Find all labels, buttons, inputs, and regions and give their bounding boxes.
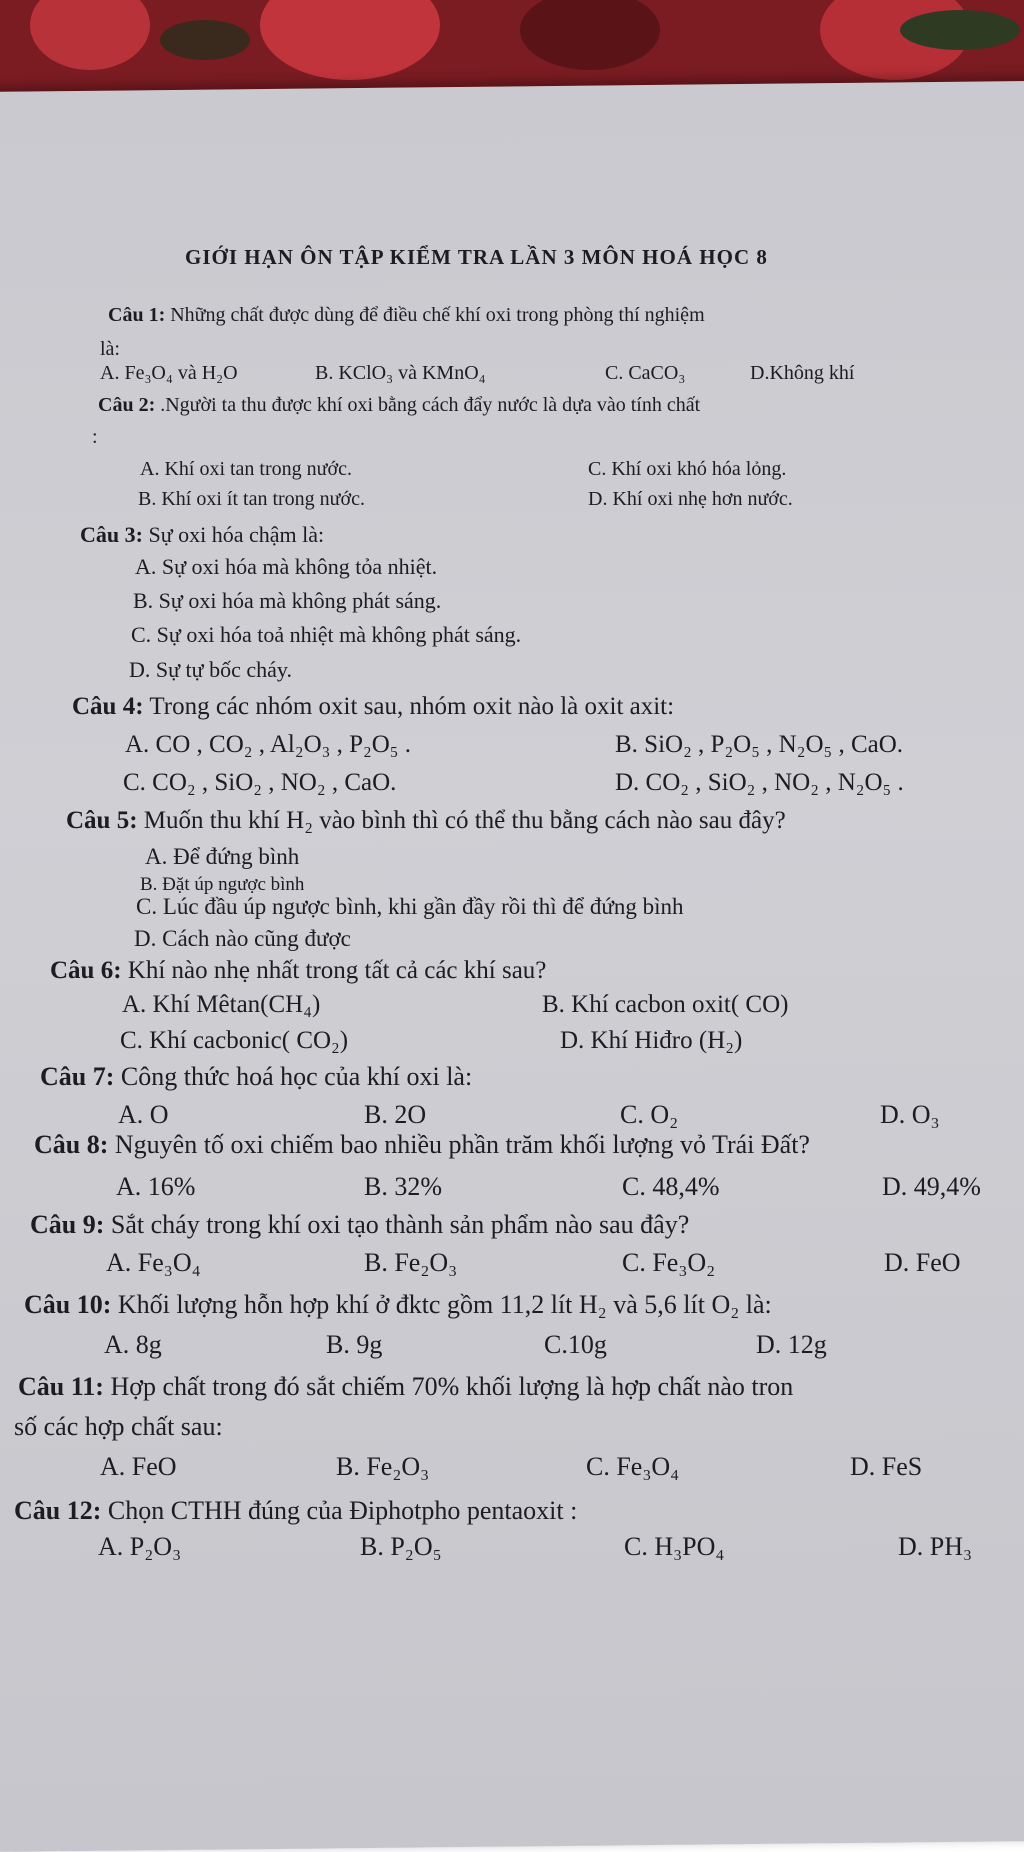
question-3 [80,520,324,550]
option-b: B. 9g [326,1330,383,1359]
option-a: A. Khí Mêtan(CH₄) [122,991,321,1018]
option-c: C. Fe₃O₄ [586,1452,680,1481]
option-c: C. Khí oxi khó hóa lỏng. [588,458,787,480]
option-d: D. FeS [850,1452,923,1481]
option-d: D. Khí Hiđro (H₂) [560,1027,743,1054]
question-10 [24,1290,772,1320]
question-8 [34,1130,810,1160]
question-label: Câu 10: [24,1290,112,1319]
leaf-pattern [900,10,1020,50]
question-11 [18,1372,793,1402]
option-b: B. Đặt úp ngược bình [140,874,305,895]
question-text: Nguyên tố oxi chiếm bao nhiều phần trăm khối lượng vỏ Trái Đất? [114,1130,810,1159]
page-title: GIỚI HẠN ÔN TẬP KIỂM TRA LẦN 3 MÔN HOÁ HỌC 8 [185,245,768,269]
option-a: A. Fe₃O₄ và H₂O [100,362,238,384]
question-text: .Người ta thu được khí oxi bằng cách đẩy nước là dựa vào tính chất [160,394,701,416]
option-d: D.Không khí [750,362,855,384]
option-b: B. Khí oxi ít tan trong nước. [138,488,365,510]
option-b: B. SiO₂ , P₂O₅ , N₂O₅ , CaO. [615,731,904,758]
option-b: B. 32% [364,1172,442,1201]
option-b: B. KClO₃ và KMnO₄ [315,362,486,384]
question-text-cont: : [92,426,98,448]
option-a: A. P₂O₃ [98,1532,182,1561]
option-a: A. O [118,1100,169,1129]
option-d: D. Khí oxi nhẹ hơn nước. [588,488,793,510]
question-text: Sắt cháy trong khí oxi tạo thành sản phẩm nào sau đây? [110,1210,690,1239]
question-label: Câu 11: [18,1372,104,1401]
option-a: A. 8g [104,1330,162,1359]
question-4 [72,692,674,722]
question-label: Câu 7: [40,1062,115,1091]
option-c: C. CaCO₃ [605,362,686,384]
option-a: A. Sự oxi hóa mà không tỏa nhiệt. [135,554,438,579]
question-text: Những chất được dùng để điều chế khí oxi trong phòng thí nghiệm [170,304,705,326]
question-label: Câu 4: [72,693,144,720]
option-d: D. O₃ [880,1100,940,1129]
question-9 [30,1210,689,1240]
option-c: C. Sự oxi hóa toả nhiệt mà không phát sáng. [131,622,522,647]
option-c: C. Lúc đầu úp ngược bình, khi gần đầy rồi thì để đứng bình [136,894,684,919]
question-12 [14,1496,577,1526]
question-text-cont: số các hợp chất sau: [14,1412,223,1441]
question-label: Câu 12: [14,1496,102,1525]
question-text: Trong các nhóm oxit sau, nhóm oxit nào là oxit axit: [149,693,675,720]
flower-pattern [520,0,660,70]
question-label: Câu 9: [30,1210,105,1239]
option-b: B. Sự oxi hóa mà không phát sáng. [133,588,442,613]
option-a: A. Khí oxi tan trong nước. [140,458,352,480]
question-text: Khối lượng hỗn hợp khí ở đktc gồm 11,2 lít H₂ và 5,6 lít O₂ là: [117,1290,772,1319]
option-c: C. CO₂ , SiO₂ , NO₂ , CaO. [123,769,397,796]
flower-pattern [30,0,150,70]
option-d: D. FeO [884,1248,961,1277]
option-d: D. Sự tự bốc cháy. [129,657,292,682]
option-c: C. O₂ [620,1100,679,1129]
option-d: D. Cách nào cũng được [134,926,351,951]
question-label: Câu 2: [98,394,156,416]
option-c: C. Fe₃O₂ [622,1248,716,1277]
question-text: Sự oxi hóa chậm là: [148,522,325,547]
question-text-cont: là: [100,338,120,360]
flower-pattern [260,0,440,80]
question-label: Câu 1: [108,304,166,326]
question-text: Muốn thu khí H₂ vào bình thì có thể thu bằng cách nào sau đây? [143,807,786,834]
option-b: B. P₂O₅ [360,1532,442,1561]
question-label: Câu 5: [66,807,138,834]
question-text: Chọn CTHH đúng của Điphotpho pentaoxit : [107,1496,578,1525]
question-5 [66,806,786,836]
leaf-pattern [160,20,250,60]
question-text: Khí nào nhẹ nhất trong tất cả các khí sau? [127,957,547,984]
question-text: Công thức hoá học của khí oxi là: [120,1062,473,1091]
question-label: Câu 6: [50,957,122,984]
option-c: C. H₃PO₄ [624,1532,725,1561]
option-a: A. Để đứng bình [145,844,300,869]
option-b: B. 2O [364,1100,427,1129]
question-6 [50,956,546,986]
option-d: D. 49,4% [882,1172,981,1201]
question-label: Câu 8: [34,1130,109,1159]
option-b: B. Fe₂O₃ [364,1248,458,1277]
option-c: C. 48,4% [622,1172,720,1201]
option-d: D. CO₂ , SiO₂ , NO₂ , N₂O₅ . [615,769,904,796]
option-b: B. Khí cacbon oxit( CO) [542,991,789,1018]
option-d: D. 12g [756,1330,827,1359]
option-d: D. PH₃ [898,1532,973,1561]
option-c: C.10g [544,1330,607,1359]
question-1 [108,300,705,330]
option-a: A. Fe₃O₄ [106,1248,201,1277]
question-7 [40,1062,472,1092]
question-2 [98,390,700,420]
option-a: A. FeO [100,1452,177,1481]
option-b: B. Fe₂O₃ [336,1452,430,1481]
question-label: Câu 3: [80,522,143,547]
question-text: Hợp chất trong đó sắt chiếm 70% khối lượng là hợp chất nào tron [110,1372,794,1401]
option-c: C. Khí cacbonic( CO₂) [120,1027,349,1054]
option-a: A. CO , CO₂ , Al₂O₃ , P₂O₅ . [125,731,411,758]
option-a: A. 16% [116,1172,196,1201]
